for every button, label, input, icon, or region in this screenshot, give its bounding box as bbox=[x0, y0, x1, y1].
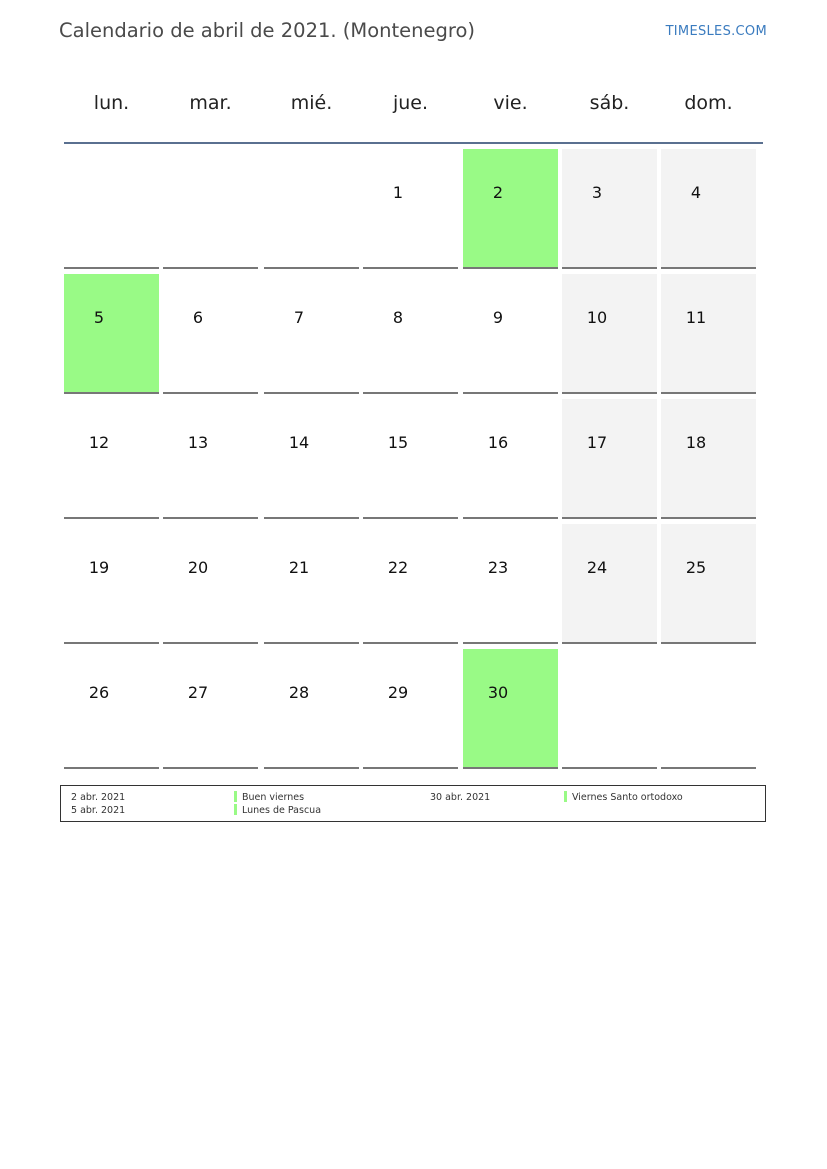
day-cell[interactable] bbox=[264, 149, 359, 269]
cell-underline bbox=[64, 517, 159, 519]
cell-underline bbox=[562, 267, 657, 269]
legend-date: 5 abr. 2021 bbox=[71, 805, 126, 816]
day-number: 30 bbox=[487, 683, 509, 702]
day-number: 9 bbox=[492, 308, 504, 327]
cell-underline bbox=[264, 517, 359, 519]
day-number: 3 bbox=[591, 183, 603, 202]
day-number: 12 bbox=[88, 433, 110, 452]
day-number: 13 bbox=[187, 433, 209, 452]
day-number: 19 bbox=[88, 558, 110, 577]
day-number: 5 bbox=[93, 308, 105, 327]
day-cell[interactable] bbox=[64, 399, 159, 519]
day-number: 22 bbox=[387, 558, 409, 577]
cell-underline bbox=[64, 392, 159, 394]
cell-underline bbox=[661, 767, 756, 769]
cell-underline bbox=[264, 392, 359, 394]
holiday-legend bbox=[60, 785, 766, 822]
day-cell[interactable] bbox=[163, 524, 258, 644]
weekday-label: jue. bbox=[392, 92, 429, 114]
day-cell[interactable] bbox=[363, 649, 458, 769]
day-cell[interactable] bbox=[64, 274, 159, 394]
weekday-label: sáb. bbox=[589, 92, 630, 114]
header-divider bbox=[64, 142, 763, 144]
cell-underline bbox=[64, 642, 159, 644]
day-cell[interactable] bbox=[363, 274, 458, 394]
day-cell[interactable] bbox=[363, 524, 458, 644]
cell-underline bbox=[363, 642, 458, 644]
day-number: 2 bbox=[492, 183, 504, 202]
cell-underline bbox=[64, 767, 159, 769]
day-number: 21 bbox=[288, 558, 310, 577]
day-number: 10 bbox=[586, 308, 608, 327]
day-cell[interactable] bbox=[562, 649, 657, 769]
cell-underline bbox=[64, 267, 159, 269]
day-cell[interactable] bbox=[163, 399, 258, 519]
day-cell[interactable] bbox=[562, 274, 657, 394]
legend-color-swatch bbox=[564, 791, 567, 802]
cell-underline bbox=[163, 392, 258, 394]
cell-underline bbox=[363, 267, 458, 269]
day-number: 26 bbox=[88, 683, 110, 702]
cell-underline bbox=[562, 517, 657, 519]
cell-underline bbox=[363, 767, 458, 769]
legend-holiday-name: Viernes Santo ortodoxo bbox=[572, 792, 683, 803]
day-cell[interactable] bbox=[463, 149, 558, 269]
cell-underline bbox=[562, 392, 657, 394]
day-number: 1 bbox=[392, 183, 404, 202]
day-cell[interactable] bbox=[64, 149, 159, 269]
cell-underline bbox=[661, 642, 756, 644]
legend-holiday-name: Lunes de Pascua bbox=[242, 805, 322, 816]
cell-underline bbox=[163, 517, 258, 519]
day-number: 24 bbox=[586, 558, 608, 577]
weekday-label: lun. bbox=[93, 92, 130, 114]
cell-underline bbox=[661, 267, 756, 269]
day-number: 25 bbox=[685, 558, 707, 577]
day-number: 17 bbox=[586, 433, 608, 452]
brand-logo[interactable]: TIMESLES.COM bbox=[665, 24, 767, 39]
weekday-label: dom. bbox=[684, 92, 733, 114]
day-cell[interactable] bbox=[163, 274, 258, 394]
cell-underline bbox=[363, 517, 458, 519]
legend-color-swatch bbox=[234, 791, 237, 802]
day-cell[interactable] bbox=[264, 274, 359, 394]
cell-underline bbox=[264, 767, 359, 769]
page-title: Calendario de abril de 2021. (Montenegro) bbox=[59, 19, 476, 42]
day-cell[interactable] bbox=[661, 399, 756, 519]
cell-underline bbox=[163, 642, 258, 644]
weekday-label: mar. bbox=[189, 92, 232, 114]
day-number: 11 bbox=[685, 308, 707, 327]
legend-holiday-name: Buen viernes bbox=[242, 792, 305, 803]
cell-underline bbox=[463, 517, 558, 519]
day-number: 15 bbox=[387, 433, 409, 452]
cell-underline bbox=[463, 392, 558, 394]
day-cell[interactable] bbox=[562, 149, 657, 269]
cell-underline bbox=[562, 642, 657, 644]
day-cell[interactable] bbox=[163, 649, 258, 769]
cell-underline bbox=[661, 392, 756, 394]
day-number: 16 bbox=[487, 433, 509, 452]
day-cell[interactable] bbox=[562, 399, 657, 519]
day-number: 29 bbox=[387, 683, 409, 702]
day-cell[interactable] bbox=[64, 649, 159, 769]
day-cell[interactable] bbox=[463, 274, 558, 394]
day-number: 20 bbox=[187, 558, 209, 577]
cell-underline bbox=[163, 267, 258, 269]
day-cell[interactable] bbox=[363, 149, 458, 269]
day-cell[interactable] bbox=[64, 524, 159, 644]
day-number: 6 bbox=[192, 308, 204, 327]
day-cell[interactable] bbox=[264, 399, 359, 519]
day-number: 4 bbox=[690, 183, 702, 202]
day-cell[interactable] bbox=[661, 274, 756, 394]
day-cell[interactable] bbox=[661, 649, 756, 769]
day-cell[interactable] bbox=[463, 524, 558, 644]
weekday-label: vie. bbox=[493, 92, 528, 114]
day-cell[interactable] bbox=[661, 149, 756, 269]
day-number: 18 bbox=[685, 433, 707, 452]
day-cell[interactable] bbox=[363, 399, 458, 519]
legend-date: 2 abr. 2021 bbox=[71, 792, 126, 803]
cell-underline bbox=[264, 642, 359, 644]
day-cell[interactable] bbox=[463, 649, 558, 769]
cell-underline bbox=[661, 517, 756, 519]
day-number: 27 bbox=[187, 683, 209, 702]
cell-underline bbox=[463, 642, 558, 644]
cell-underline bbox=[562, 767, 657, 769]
day-cell[interactable] bbox=[562, 524, 657, 644]
day-number: 7 bbox=[293, 308, 305, 327]
cell-underline bbox=[463, 267, 558, 269]
day-cell[interactable] bbox=[163, 149, 258, 269]
day-number: 8 bbox=[392, 308, 404, 327]
day-number: 14 bbox=[288, 433, 310, 452]
day-cell[interactable] bbox=[264, 524, 359, 644]
cell-underline bbox=[264, 267, 359, 269]
weekday-label: mié. bbox=[290, 92, 333, 114]
day-number: 28 bbox=[288, 683, 310, 702]
cell-underline bbox=[163, 767, 258, 769]
day-number: 23 bbox=[487, 558, 509, 577]
legend-color-swatch bbox=[234, 804, 237, 815]
day-cell[interactable] bbox=[661, 524, 756, 644]
day-cell[interactable] bbox=[264, 649, 359, 769]
day-cell[interactable] bbox=[463, 399, 558, 519]
legend-date: 30 abr. 2021 bbox=[430, 792, 491, 803]
cell-underline bbox=[463, 767, 558, 769]
cell-underline bbox=[363, 392, 458, 394]
